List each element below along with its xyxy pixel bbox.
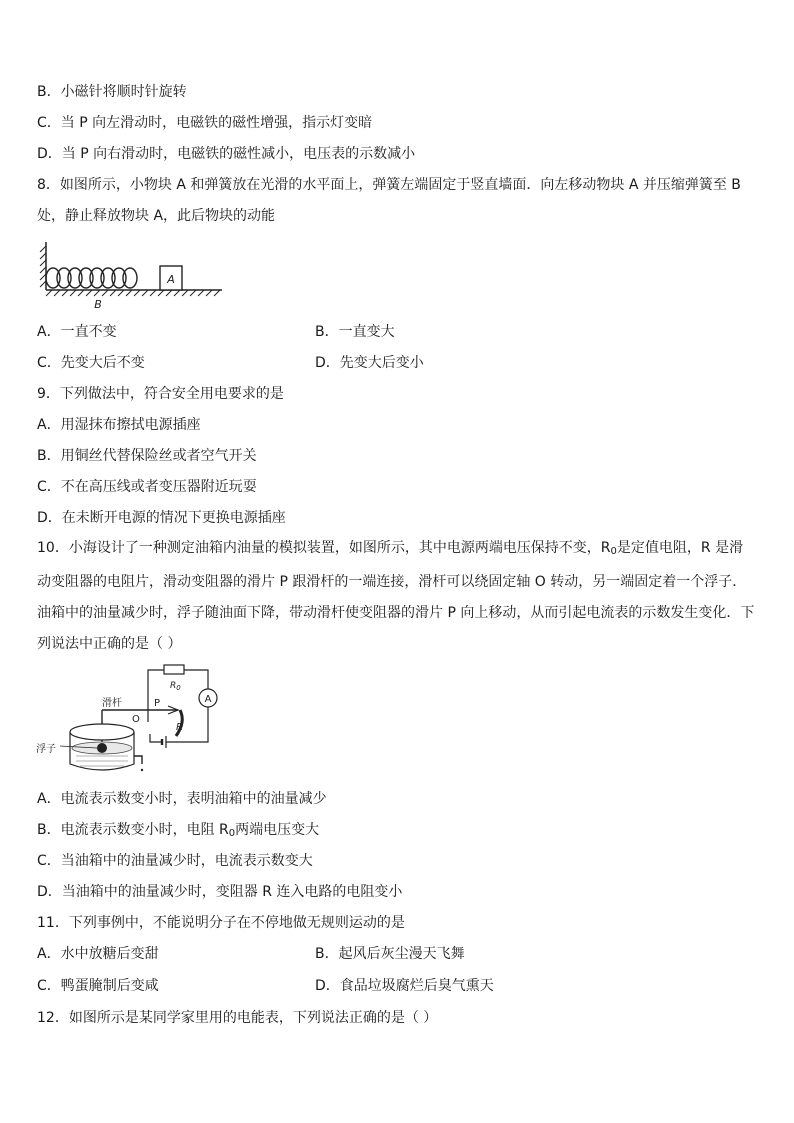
q11-option-d: D．食品垃圾腐烂后臭气熏天 — [315, 978, 494, 994]
float-ball — [97, 743, 107, 753]
q10-option-a: A．电流表示数变小时，表明油箱中的油量减少 — [37, 791, 327, 807]
tank-tap — [134, 756, 142, 764]
q9-stem: 9．下列做法中，符合安全用电要求的是 — [37, 386, 284, 402]
q11-option-c: C．鸭蛋腌制后变咸 — [37, 978, 159, 994]
fixed-resistor-r0 — [164, 665, 184, 674]
ammeter-label: A — [204, 694, 212, 705]
q11-option-a: A．水中放糖后变甜 — [37, 946, 159, 962]
q8-option-b: B．一直变大 — [315, 324, 395, 340]
q12-stem: 12．如图所示是某同学家里用的电能表，下列说法正确的是（ ） — [37, 1010, 438, 1026]
q10-stem: 10．小海设计了一种测定油箱内油量的模拟装置，如图所示，其中电源两端电压保持不变，$R_0$是定值电阻，R 是滑动变阻器的电阻片，滑动变阻器的滑片 P 跟滑杆的一端连接，滑杆可以绕固定轴 O 转动，另一端固定着一个浮子．油箱中的油量减少时，浮子随油面下降，带动滑杆使变阻器的滑片 P 向上移动，从而引起电流表的示数发生变化．下列说法中正确的是（ ） — [37, 540, 755, 652]
q11-stem: 11．下列事例中，不能说明分子在不停地做无规则运动的是 — [37, 915, 405, 931]
q8-spring-figure — [36, 238, 226, 310]
float-label: 浮子 — [36, 744, 56, 755]
pivot-o-label: O — [132, 714, 140, 725]
q9-option-b: B．用铜丝代替保险丝或者空气开关 — [37, 448, 257, 464]
fixed-resistor-label: $R_0$ — [170, 681, 181, 692]
q10-option-c: C．当油箱中的油量减少时，电流表示数变大 — [37, 853, 313, 869]
block-a-label: A — [167, 273, 175, 286]
q11-option-b: B．起风后灰尘漫天飞舞 — [315, 946, 465, 962]
q8-stem: 8．如图所示，小物块 A 和弹簧放在光滑的水平面上，弹簧左端固定于竖直墙面．向左移动物块 A 并压缩弹簧至 B 处，静止释放物块 A，此后物块的动能 — [37, 177, 741, 224]
q10-option-b: B．电流表示数变小时，电阻 $R_0$两端电压变大 — [37, 822, 320, 839]
q9-option-c: C．不在高压线或者变压器附近玩耍 — [37, 479, 257, 495]
q7-option-c: C．当 P 向左滑动时，电磁铁的磁性增强，指示灯变暗 — [37, 115, 373, 131]
q8-option-d: D．先变大后变小 — [315, 355, 424, 371]
q9-option-a: A．用湿抹布擦拭电源插座 — [37, 417, 201, 433]
q10-oil-gauge-figure — [36, 660, 226, 782]
q8-option-c: C．先变大后不变 — [37, 355, 145, 371]
q7-option-b: B．小磁针将顺时针旋转 — [37, 84, 187, 100]
point-b-label: B — [94, 298, 102, 310]
q8-option-a: A．一直不变 — [37, 324, 117, 340]
q9-option-d: D．在未断开电源的情况下更换电源插座 — [37, 510, 286, 526]
slider-p-label: P — [154, 698, 161, 709]
lever-label: 滑杆 — [102, 698, 122, 709]
spring-coils — [46, 268, 137, 288]
variable-resistor-label: R — [176, 722, 183, 733]
q10-option-d: D．当油箱中的油量减少时，变阻器 R 连入电路的电阻变小 — [37, 884, 403, 900]
q7-option-d: D．当 P 向右滑动时，电磁铁的磁性减小，电压表的示数减小 — [37, 146, 416, 162]
